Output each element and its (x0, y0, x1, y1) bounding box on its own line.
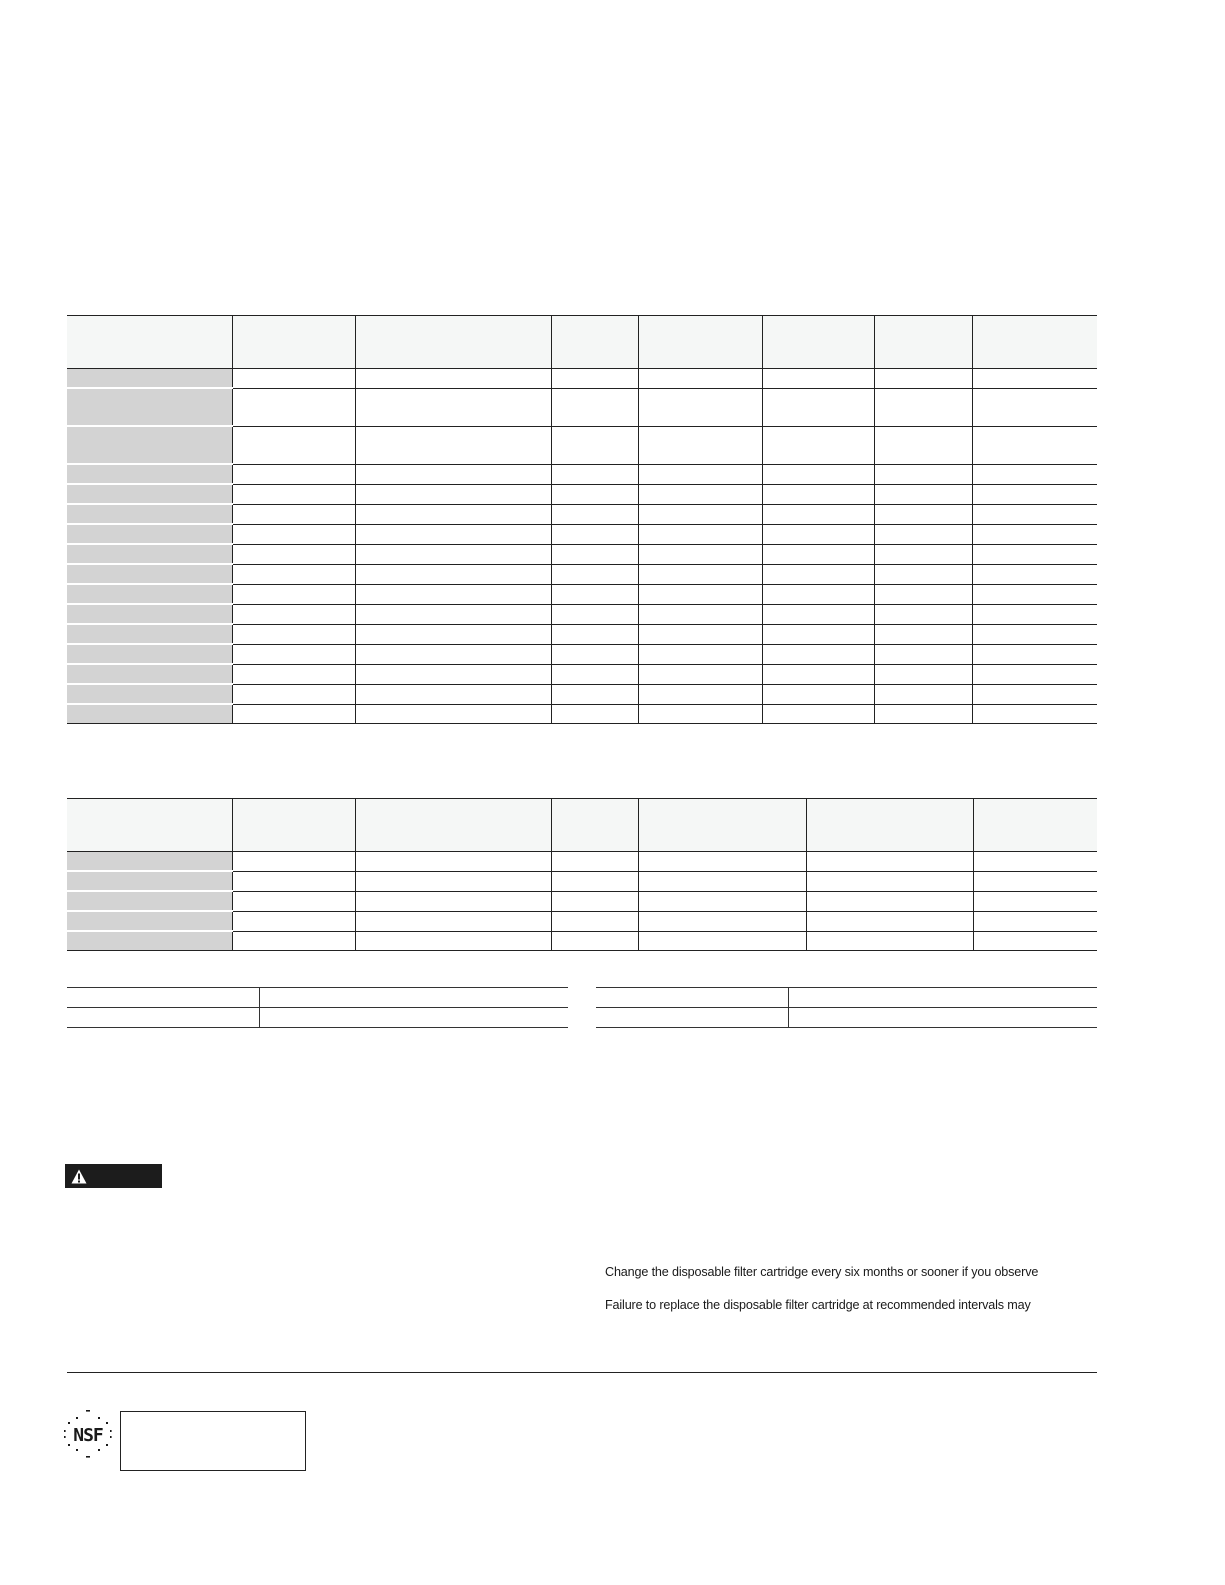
table-cell (232, 624, 355, 644)
table-header-row (67, 316, 1097, 369)
table-row (67, 931, 1097, 951)
table-cell (874, 369, 972, 389)
table-row (67, 504, 1097, 524)
svg-text:NSF: NSF (73, 1425, 103, 1446)
table-cell (762, 524, 874, 544)
table-row (67, 388, 1097, 426)
table-cell (232, 426, 355, 464)
table-cell (596, 1008, 788, 1028)
row-heading (67, 684, 232, 704)
row-heading (67, 644, 232, 664)
table-row (67, 464, 1097, 484)
table-row (67, 871, 1097, 891)
row-heading (67, 624, 232, 644)
table-row (596, 988, 1097, 1008)
table-cell (874, 388, 972, 426)
row-heading (67, 931, 232, 951)
table-header-cell (973, 799, 1097, 852)
table-cell (972, 664, 1097, 684)
table-cell (232, 584, 355, 604)
table-cell (762, 426, 874, 464)
table-cell (232, 871, 355, 891)
table-cell (232, 664, 355, 684)
table-cell (806, 852, 973, 872)
table-row (67, 644, 1097, 664)
table-cell (874, 524, 972, 544)
table-cell (232, 704, 355, 724)
row-heading (67, 524, 232, 544)
table-cell (232, 852, 355, 872)
table-cell (972, 388, 1097, 426)
table-cell (874, 624, 972, 644)
table-cell (355, 524, 551, 544)
row-heading (67, 852, 232, 872)
table-cell (972, 426, 1097, 464)
row-heading (67, 369, 232, 389)
table-header-cell (762, 316, 874, 369)
table-cell (874, 604, 972, 624)
table-cell (355, 426, 551, 464)
table-cell (355, 644, 551, 664)
table-cell (972, 684, 1097, 704)
table-cell (762, 369, 874, 389)
table-cell (806, 931, 973, 951)
table-cell (972, 584, 1097, 604)
table-cell (762, 664, 874, 684)
row-heading (67, 891, 232, 911)
certification-box (120, 1411, 306, 1471)
table-header-cell (972, 316, 1097, 369)
warning-badge (65, 1164, 162, 1188)
table-cell (762, 604, 874, 624)
table-cell (973, 911, 1097, 931)
table-row (67, 911, 1097, 931)
table-cell (355, 684, 551, 704)
table-cell (551, 931, 638, 951)
table-cell (551, 484, 638, 504)
table-row (596, 1008, 1097, 1028)
table-cell (762, 624, 874, 644)
table-cell (232, 524, 355, 544)
table-cell (355, 704, 551, 724)
table-cell (788, 988, 1097, 1008)
table-cell (638, 426, 762, 464)
table-cell (638, 871, 806, 891)
table-cell (638, 704, 762, 724)
table-cell (355, 911, 551, 931)
table-cell (355, 464, 551, 484)
spec-table-left (67, 987, 568, 1028)
table-cell (972, 524, 1097, 544)
table-cell (806, 891, 973, 911)
table-row (67, 704, 1097, 724)
table-cell (551, 544, 638, 564)
row-heading (67, 664, 232, 684)
table-row (67, 564, 1097, 584)
table-cell (874, 464, 972, 484)
table-header-row (67, 799, 1097, 852)
table-row (67, 584, 1097, 604)
table-cell (874, 704, 972, 724)
table-header-cell (355, 799, 551, 852)
table-cell (232, 911, 355, 931)
table-cell (355, 544, 551, 564)
table-cell (806, 871, 973, 891)
table-cell (972, 464, 1097, 484)
row-heading (67, 604, 232, 624)
table-cell (232, 464, 355, 484)
row-heading (67, 564, 232, 584)
row-heading (67, 426, 232, 464)
table-cell (638, 564, 762, 584)
table-cell (806, 911, 973, 931)
table-row (67, 426, 1097, 464)
table-row (67, 684, 1097, 704)
table-header-cell (355, 316, 551, 369)
table-header-cell (232, 799, 355, 852)
table-cell (551, 644, 638, 664)
table-row (67, 1008, 568, 1028)
table-cell (638, 624, 762, 644)
table-cell (551, 584, 638, 604)
table-cell (551, 388, 638, 426)
table-cell (232, 564, 355, 584)
row-heading (67, 388, 232, 426)
table-cell (874, 504, 972, 524)
table-cell (355, 852, 551, 872)
table-cell (638, 852, 806, 872)
nsf-logo (62, 1408, 114, 1460)
table-cell (355, 484, 551, 504)
table-row (67, 544, 1097, 564)
table-cell (762, 464, 874, 484)
table-row (67, 369, 1097, 389)
table-cell (874, 584, 972, 604)
table-row (67, 891, 1097, 911)
table-cell (232, 931, 355, 951)
table-cell (355, 624, 551, 644)
table-cell (355, 604, 551, 624)
table-cell (973, 852, 1097, 872)
table-cell (638, 644, 762, 664)
table-cell (232, 388, 355, 426)
performance-data-table-secondary (67, 798, 1097, 951)
table-cell (551, 664, 638, 684)
table-header-cell (638, 799, 806, 852)
table-cell (551, 891, 638, 911)
table-row (67, 604, 1097, 624)
table-cell (638, 544, 762, 564)
table-cell (67, 1008, 259, 1028)
table-cell (355, 388, 551, 426)
table-cell (232, 604, 355, 624)
table-cell (355, 564, 551, 584)
table-cell (638, 604, 762, 624)
footer-divider (67, 1372, 1097, 1373)
table-cell (638, 464, 762, 484)
table-cell (874, 564, 972, 584)
table-cell (762, 544, 874, 564)
row-heading (67, 871, 232, 891)
table-cell (638, 891, 806, 911)
table-cell (232, 504, 355, 524)
table-cell (551, 684, 638, 704)
table-cell (67, 988, 259, 1008)
table-cell (762, 644, 874, 664)
table-cell (596, 988, 788, 1008)
table-cell (972, 564, 1097, 584)
table-cell (551, 604, 638, 624)
table-cell (874, 664, 972, 684)
performance-data-table (67, 315, 1097, 724)
table-cell (551, 369, 638, 389)
table-cell (638, 931, 806, 951)
table-cell (874, 644, 972, 664)
table-cell (762, 484, 874, 504)
row-heading (67, 584, 232, 604)
table-cell (762, 388, 874, 426)
table-cell (232, 484, 355, 504)
table-cell (973, 891, 1097, 911)
table-cell (788, 1008, 1097, 1028)
table-cell (973, 871, 1097, 891)
table-cell (762, 504, 874, 524)
table-cell (638, 484, 762, 504)
table-cell (355, 871, 551, 891)
table-cell (551, 426, 638, 464)
table-cell (355, 504, 551, 524)
table-cell (551, 624, 638, 644)
table-cell (551, 564, 638, 584)
table-cell (232, 891, 355, 911)
table-cell (551, 852, 638, 872)
table-cell (355, 891, 551, 911)
table-cell (355, 931, 551, 951)
table-cell (259, 988, 568, 1008)
table-header-cell (551, 316, 638, 369)
spec-table-right (596, 987, 1097, 1028)
table-cell (232, 684, 355, 704)
table-cell (972, 504, 1097, 524)
table-row (67, 484, 1097, 504)
table-cell (551, 871, 638, 891)
table-cell (638, 504, 762, 524)
table-cell (355, 664, 551, 684)
filter-change-notice: Change the disposable filter cartridge every six months or sooner if you observe (605, 1265, 1039, 1279)
table-cell (551, 464, 638, 484)
table-cell (972, 604, 1097, 624)
table-cell (355, 369, 551, 389)
table-cell (972, 544, 1097, 564)
table-cell (259, 1008, 568, 1028)
filter-failure-notice: Failure to replace the disposable filter cartridge at recommended intervals may (605, 1298, 1031, 1312)
row-heading (67, 464, 232, 484)
table-header-cell (874, 316, 972, 369)
table-cell (551, 704, 638, 724)
table-cell (972, 484, 1097, 504)
table-cell (551, 504, 638, 524)
table-header-cell (67, 799, 232, 852)
table-header-cell (232, 316, 355, 369)
row-heading (67, 544, 232, 564)
table-cell (355, 584, 551, 604)
table-cell (232, 644, 355, 664)
table-cell (232, 544, 355, 564)
table-cell (874, 544, 972, 564)
table-cell (874, 484, 972, 504)
row-heading (67, 704, 232, 724)
table-cell (232, 369, 355, 389)
warning-triangle-icon (71, 1169, 87, 1184)
table-cell (638, 684, 762, 704)
table-cell (972, 624, 1097, 644)
table-cell (972, 644, 1097, 664)
table-row (67, 988, 568, 1008)
table-cell (638, 369, 762, 389)
table-cell (762, 564, 874, 584)
table-cell (638, 388, 762, 426)
table-cell (638, 664, 762, 684)
table-row (67, 624, 1097, 644)
table-cell (638, 584, 762, 604)
table-cell (551, 524, 638, 544)
table-header-cell (551, 799, 638, 852)
table-cell (551, 911, 638, 931)
row-heading (67, 504, 232, 524)
table-cell (762, 684, 874, 704)
table-header-cell (638, 316, 762, 369)
table-cell (638, 911, 806, 931)
table-cell (874, 684, 972, 704)
table-cell (874, 426, 972, 464)
table-cell (973, 931, 1097, 951)
table-row (67, 852, 1097, 872)
table-cell (972, 369, 1097, 389)
table-row (67, 524, 1097, 544)
table-cell (762, 704, 874, 724)
table-row (67, 664, 1097, 684)
table-cell (638, 524, 762, 544)
row-heading (67, 484, 232, 504)
table-header-cell (67, 316, 232, 369)
table-cell (762, 584, 874, 604)
table-header-cell (806, 799, 973, 852)
table-cell (972, 704, 1097, 724)
row-heading (67, 911, 232, 931)
